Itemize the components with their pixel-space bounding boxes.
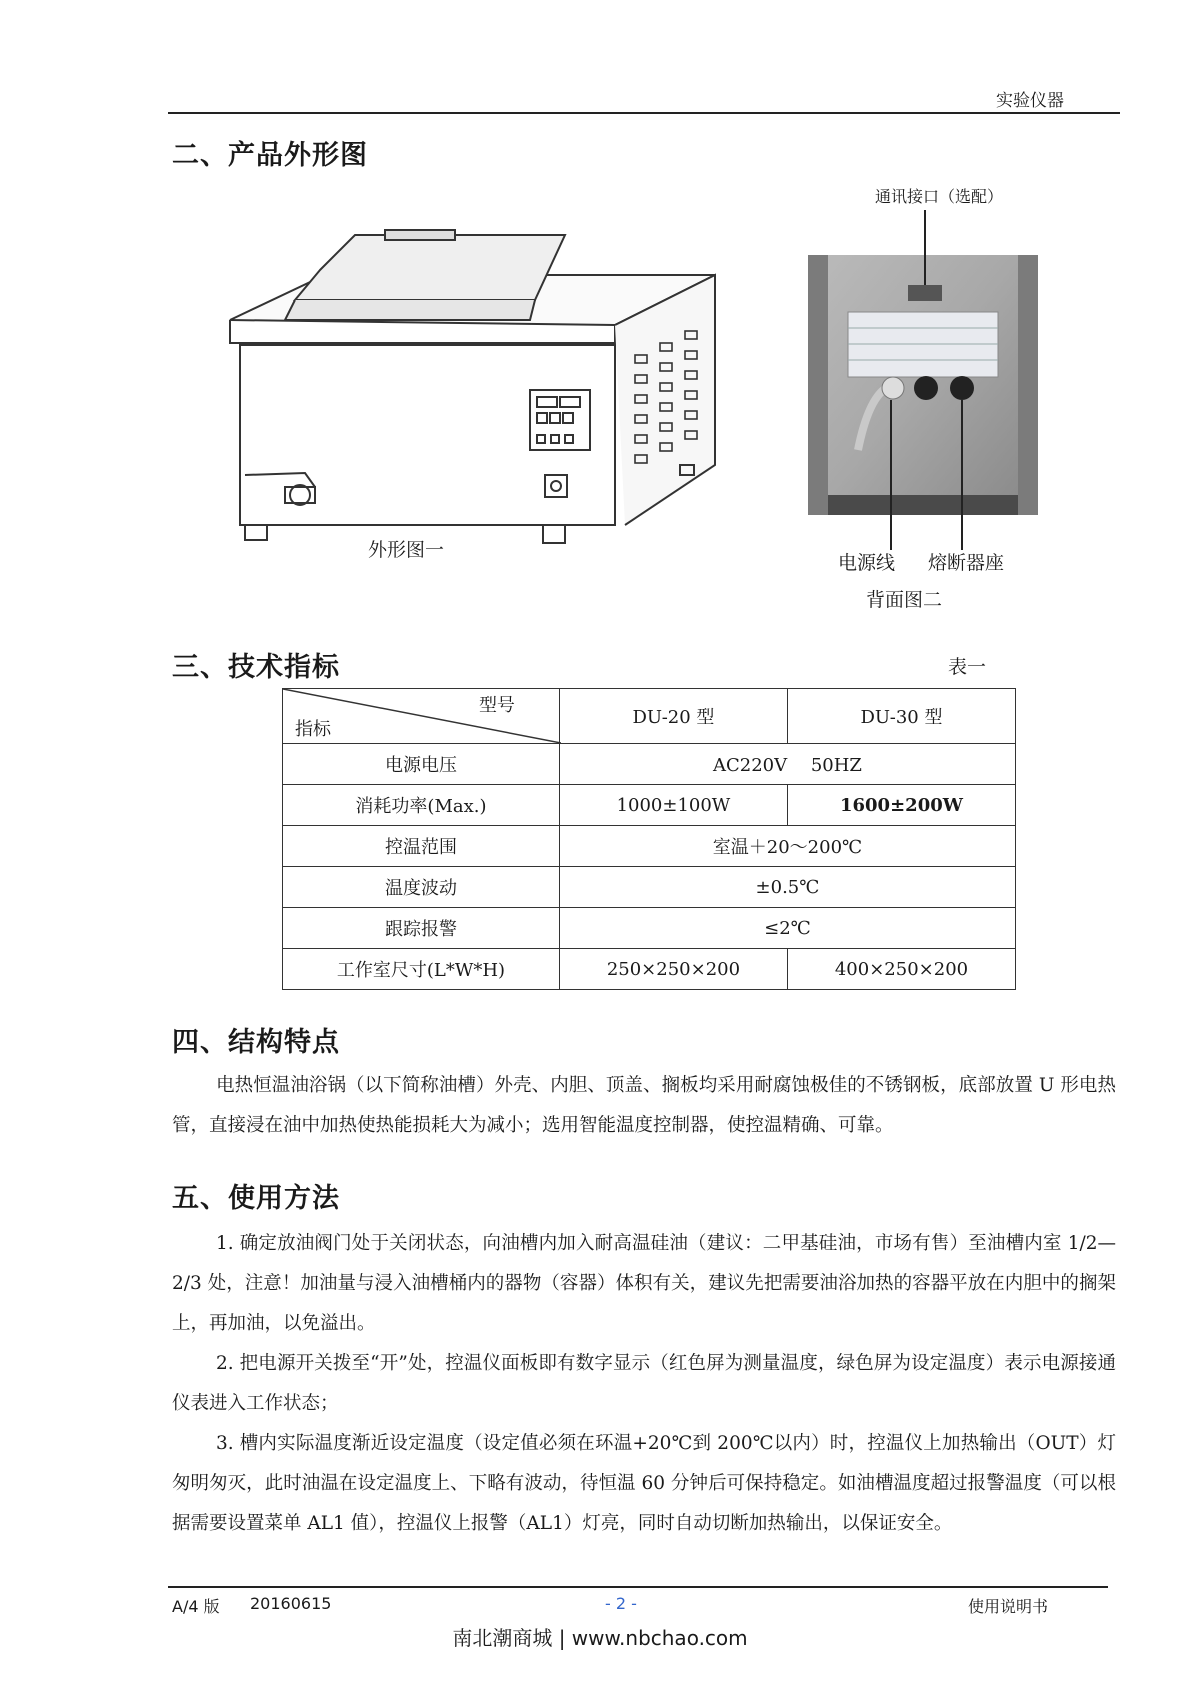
row-value-du30: 1600±200W [787,785,1015,826]
section-4-paragraph [172,1066,1116,1146]
row-label: 工作室尺寸(L*W*H) [283,949,560,990]
model-du30: DU-30 型 [787,689,1015,744]
table-diagonal-header [283,689,560,744]
table-row [283,867,1016,908]
section-5-item-3 [172,1424,1116,1544]
row-value-du20: 250×250×200 [559,949,787,990]
spec-table [282,688,1016,990]
row-label: 消耗功率(Max.) [283,785,560,826]
usage-step-text: 3. 槽内实际温度渐近设定温度（设定值必须在环温+20℃到 200℃以内）时，控温仪上加热输出（OUT）灯匆明匆灭，此时油温在设定温度上、下略有波动，待恒温 60 分钟后可保持稳定。如油槽温度超过报警温度（可以根据需要设置菜单 AL1 值），控温仪上报警（AL1）灯亮，同时自动切断加热输出，以保证安全。 [172,1433,1116,1534]
section-5-item-2 [172,1344,1116,1424]
usage-step-text: 1. 确定放油阀门处于关闭状态，向油槽内加入耐高温硅油（建议：二甲基硅油，市场有售）至油槽内室 1/2—2/3 处，注意！加油量与浸入油槽桶内的器物（容器）体积有关，建议先把需要油浴加热的容器平放在内胆中的搁架上，再加油，以免溢出。 [172,1233,1116,1334]
table-row [283,744,1016,785]
row-label: 温度波动 [283,867,560,908]
section-3-title: 三、技术指标 [172,652,340,683]
row-label: 电源电压 [283,744,560,785]
section-4-title: 四、结构特点 [172,1027,340,1058]
model-du20: DU-20 型 [559,689,787,744]
row-label: 跟踪报警 [283,908,560,949]
callout-power-cord: 电源线 [838,552,896,574]
figure-2-caption: 背面图二 [866,589,943,611]
table-row [283,826,1016,867]
section-5-title: 五、使用方法 [172,1183,340,1214]
row-value-du30: 400×250×200 [787,949,1015,990]
row-value: ≤2℃ [559,908,1015,949]
footer-page-number: - 2 - [605,1594,637,1613]
product-front-drawing [225,225,725,555]
section-5-item-1 [172,1224,1116,1344]
callout-comm-port: 通讯接口（选配） [875,187,1004,206]
header-rule [168,112,1120,114]
row-value-du20: 1000±100W [559,785,787,826]
header-category: 实验仪器 [996,91,1064,111]
usage-step-text: 2. 把电源开关拨至“开”处，控温仪面板即有数字显示（红色屏为测量温度，绿色屏为设定温度）表示电源接通仪表进入工作状态； [172,1353,1116,1414]
table-header-row [283,689,1016,744]
row-value: ±0.5℃ [559,867,1015,908]
header-index-label: 指标 [295,719,331,740]
section-4-text: 电热恒温油浴锅（以下简称油槽）外壳、内胆、顶盖、搁板均采用耐腐蚀极佳的不锈钢板，底部放置 U 形电热管，直接浸在油中加热使热能损耗大为减小；选用智能温度控制器，使控温精确、可靠。 [172,1075,1116,1136]
table-row [283,949,1016,990]
product-rear-photo [808,210,1038,550]
footer-brand: 南北潮商城 | www.nbchao.com [452,1626,748,1650]
row-value: AC220V 50HZ [559,744,1015,785]
callout-fuse-holder: 熔断器座 [928,552,1005,574]
table-row [283,908,1016,949]
footer-doc-type: 使用说明书 [968,1597,1049,1616]
footer-edition: A/4 版 [172,1597,220,1616]
table-label: 表一 [948,656,987,678]
row-value: 室温＋20～200℃ [559,826,1015,867]
row-label: 控温范围 [283,826,560,867]
section-2-title: 二、产品外形图 [172,140,368,171]
header-type-label: 型号 [478,695,515,716]
figure-1-caption: 外形图一 [368,539,445,561]
footer-date: 20160615 [250,1594,332,1613]
table-row [283,785,1016,826]
footer-rule [168,1586,1108,1588]
